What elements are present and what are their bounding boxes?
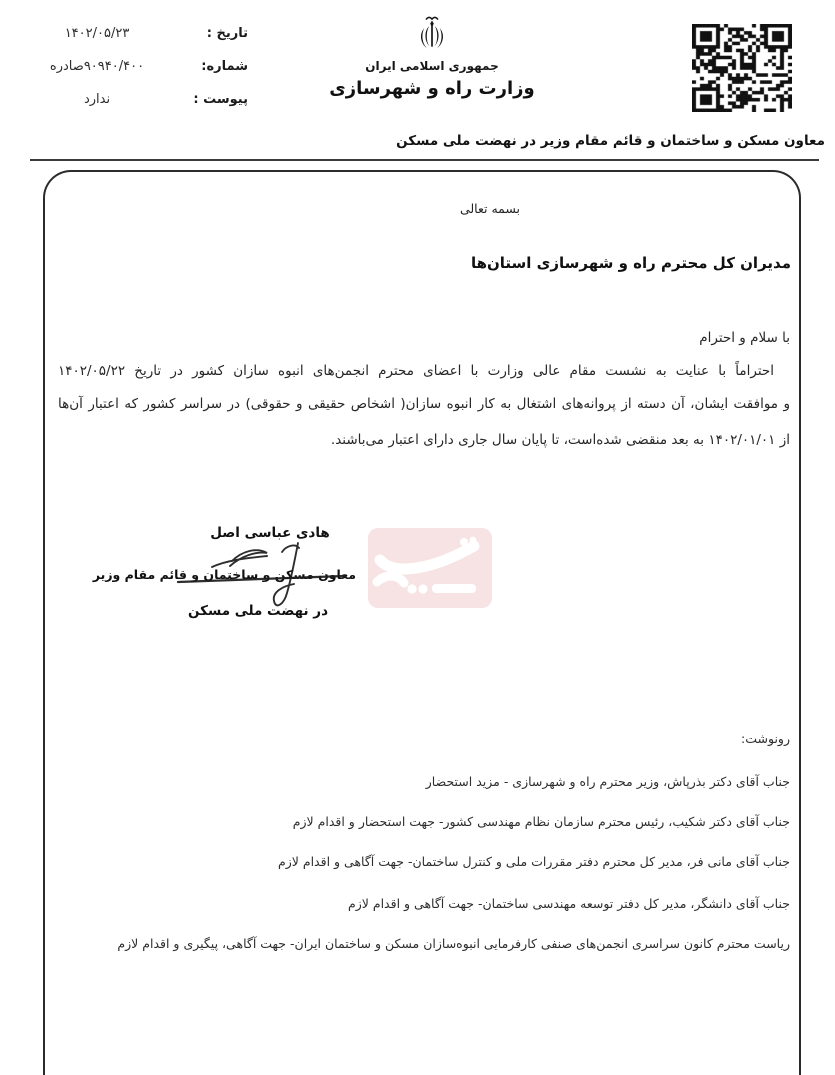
handwritten-signature: [170, 533, 352, 623]
signer-title-line2: در نهضت ملی مسکن: [188, 603, 328, 619]
news-agency-watermark: [368, 528, 492, 608]
body-line: از ۱۴۰۲/۰۱/۰۱ به بعد منقضی شده‌است، تا پایان سال جاری دارای اعتبار می‌باشند.: [330, 432, 790, 448]
letterhead-center: [302, 14, 562, 99]
meta-row-date: [6, 26, 248, 59]
cc-label: رونوشت:: [741, 731, 790, 746]
body-line: احتراماً با عنایت به نشست مقام عالی وزارت با اعضای محترم انجمن‌های انبوه سازان کشور در تاریخ ۱۴۰۲/۰۵/۲۲: [58, 363, 774, 379]
addressee-line: مدیران کل محترم راه و شهرسازی استان‌ها: [470, 254, 791, 272]
cc-item: جناب آقای مانی فر، مدیر کل محترم دفتر مقررات ملی و کنترل ساختمان- جهت آگاهی و اقدام لازم: [277, 854, 790, 869]
number-value: ۹۰۹۴۰/۴۰۰صادره: [49, 59, 145, 74]
date-value: ۱۴۰۲/۰۵/۲۳: [64, 26, 130, 41]
cc-item: جناب آقای دانشگر، مدیر کل دفتر توسعه مهندسی ساختمان- جهت آگاهی و اقدام لازم: [347, 896, 790, 911]
cc-item: جناب آقای دکتر شکیب، رئیس محترم سازمان نظام مهندسی کشور- جهت استحضار و اقدام لازم: [292, 814, 790, 829]
attachment-label: پیوست :: [193, 92, 248, 107]
iran-coat-of-arms-icon: [415, 14, 449, 58]
deputy-subtitle: معاون مسکن و ساختمان و قائم مقام وزیر در نهضت ملی مسکن: [396, 133, 825, 149]
meta-row-number: [6, 59, 248, 92]
meta-row-attachment: [6, 92, 248, 125]
country-title: جمهوری اسلامی ایران: [365, 59, 499, 73]
header-divider: [30, 159, 819, 161]
salutation: با سلام و احترام: [699, 330, 790, 346]
body-line: و موافقت ایشان، آن دسته از پروانه‌های اشتغال به کار انبوه سازان( اشخاص حقیقی و حقوقی) در سراسر کشور که اعتبار آن‌ها: [58, 396, 790, 412]
cc-item: جناب آقای دکتر بذرپاش، وزیر محترم راه و شهرسازی - مزید استحضار: [425, 774, 790, 789]
signer-name: هادی عباسی اصل: [210, 525, 330, 541]
qr-code: [692, 24, 792, 112]
cc-item: ریاست محترم کانون سراسری انجمن‌های صنفی کارفرمایی انبوه‌سازان مسکن و ساختمان ایران- جهت آگاهی، پیگیری و اقدام لازم: [117, 936, 790, 951]
letter-meta: [6, 26, 248, 125]
signer-title-line1: معاون مسکن و ساختمان و قائم مقام وزیر: [92, 567, 356, 582]
date-label: تاریخ :: [206, 26, 248, 41]
number-label: شماره:: [201, 59, 248, 74]
basmala: بسمه تعالی: [459, 201, 521, 216]
ministry-title: وزارت راه و شهرسازی: [329, 78, 535, 99]
attachment-value: ندارد: [83, 92, 111, 107]
